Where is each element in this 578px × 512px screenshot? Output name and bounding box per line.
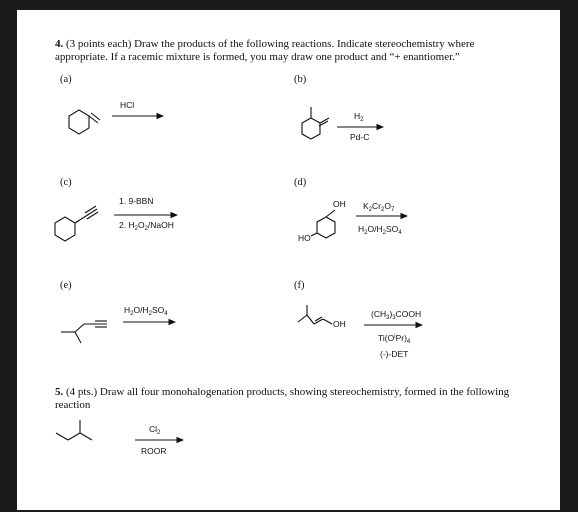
reagent-c-step2: 2. $H_2O_2$/NaOH bbox=[119, 220, 174, 232]
reagent-c-step1: 1. 9-BBN bbox=[119, 196, 154, 206]
reagent-f-oxidant: $(CH_3)_3COOH$ bbox=[371, 309, 422, 321]
atom-d-oh: OH bbox=[333, 199, 346, 209]
question-4-number: 4. bbox=[55, 38, 64, 50]
reagent-e: $H_2O/H_2SO_4$ bbox=[124, 305, 168, 317]
atom-f-oh: OH bbox=[333, 319, 346, 329]
part-c-label: (c) bbox=[60, 177, 72, 188]
reactant-a-methylenecyclohexane bbox=[69, 110, 100, 134]
question-5-text-line2: reaction bbox=[55, 399, 91, 411]
question-4-text-line1: (3 points each) Draw the products of the following reactions. Indicate stereochemistry where bbox=[66, 38, 475, 50]
part-e-label: (e) bbox=[60, 280, 72, 291]
reactant-e-alkyne bbox=[61, 321, 107, 343]
part-a-label: (a) bbox=[60, 74, 72, 85]
reagent-b-h2: $H_2$ bbox=[354, 111, 364, 123]
reactant-f-allylic-alcohol bbox=[298, 305, 332, 324]
part-d-label: (d) bbox=[294, 177, 307, 188]
question-5-number: 5. bbox=[55, 386, 64, 398]
reagent-d-oxidant: $K_2Cr_2O_7$ bbox=[363, 201, 395, 213]
part-f-label: (f) bbox=[294, 280, 305, 291]
reactant-d-cyclohexanediol bbox=[311, 210, 335, 238]
reaction-drawings bbox=[17, 10, 560, 510]
reagent-b-catalyst: Pd-C bbox=[350, 132, 370, 142]
question-4-text-line2: appropriate. If a racemic mixture is formed, you may draw one product and “+ enantiomer.” bbox=[55, 51, 460, 63]
reagent-f-ligand: (-)-DET bbox=[380, 349, 409, 359]
reagent-f-catalyst: $Ti(O^iPr)_4$ bbox=[378, 333, 411, 345]
reagent-d-acid: $H_2O/H_2SO_4$ bbox=[358, 224, 402, 236]
part-b-label: (b) bbox=[294, 74, 307, 85]
reagent-q5-initiator: ROOR bbox=[141, 446, 167, 456]
reactant-q5-methylbutane bbox=[56, 420, 92, 440]
reactant-b-substituted-cyclohexene bbox=[302, 107, 329, 139]
reagent-a: HCl bbox=[120, 100, 135, 110]
question-5-text-line1: (4 pts.) Draw all four monohalogenation products, showing stereochemistry, formed in the following bbox=[66, 386, 510, 398]
worksheet-page bbox=[17, 10, 560, 510]
reactant-c-ethynylcyclohexane bbox=[55, 206, 98, 241]
atom-d-ho: HO bbox=[298, 233, 311, 243]
reagent-q5-chlorine: $Cl_2$ bbox=[149, 424, 161, 436]
